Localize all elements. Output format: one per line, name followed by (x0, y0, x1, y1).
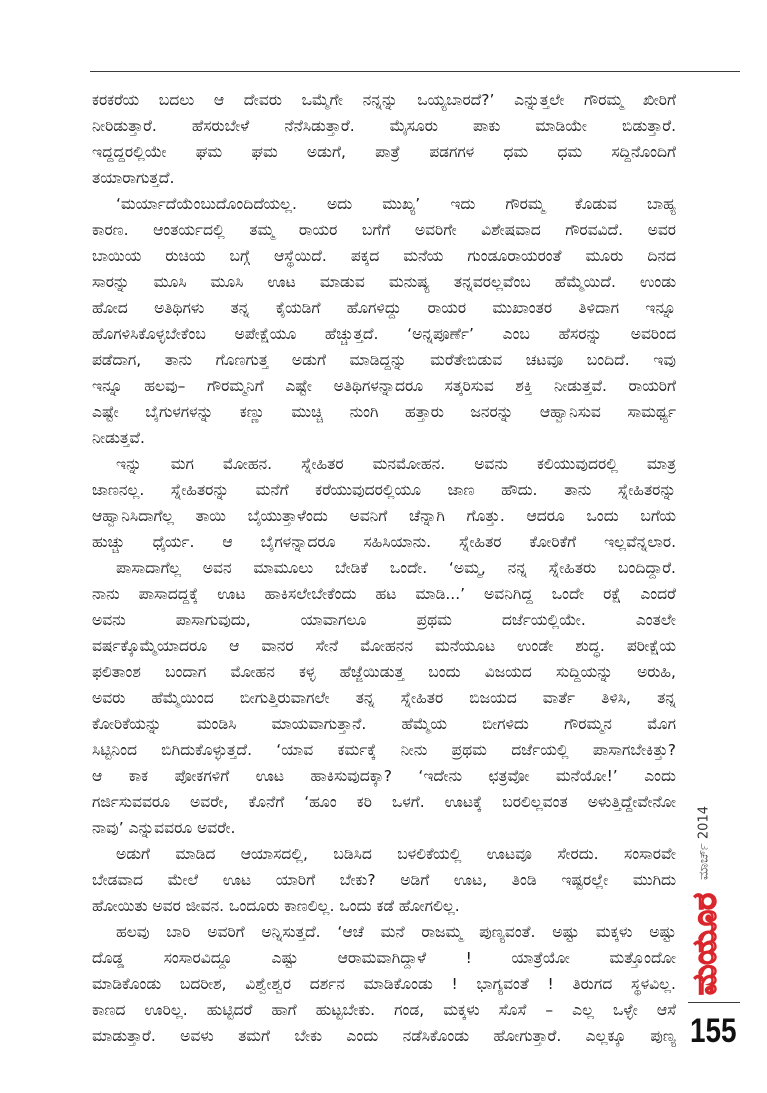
text-line: ಪಾಸಾದಾಗೆಲ್ಲ ಅವನ ಮಾಮೂಲು ಬೇಡಿಕೆ ಒಂದೇ. ‘ಅಮ್ಮ, ನನ್ನ ಸ್ನೇಹಿತರು ಬಂದಿದ್ದಾರೆ. (116, 559, 676, 577)
text-line: ಅವರು ಹೆಮ್ಮೆಯಿಂದ ಬೀಗುತ್ತಿರುವಾಗಲೇ ತನ್ನ ಸ್ನೇಹಿತರ ಬಿಜಯದ ವಾರ್ತೆ ತಿಳಿಸಿ, ತನ್ನ (92, 689, 676, 707)
issue-date: ಮಾರ್ಚ್ 2014 (696, 806, 712, 880)
text-line: ಹಲವು ಬಾರಿ ಅವರಿಗೆ ಅನ್ನಿಸುತ್ತದೆ. ‘ಆಚೆ ಮನೆ ರಾಜಮ್ಮ ಪುಣ್ಯವಂತೆ. ಅಷ್ಟು ಮಕ್ಕಳು ಅಷ್ಟು (116, 923, 676, 941)
text-line: ಗರ್ಜಿಸುವವರೂ ಅವರೇ, ಕೊನೆಗೆ ‘ಹೂಂ ಕರಿ ಒಳಗೆ. ಊಟಕ್ಕೆ ಬರಲಿಲ್ಲವಂತ ಅಳುತ್ತಿದ್ದೇವೇನೋ (92, 793, 676, 811)
text-line: ಹೋಯಿತು ಅವರ ಜೀವನ. ಒಂದೂರು ಕಾಣಲಿಲ್ಲ. ಒಂದು ಕಡೆ ಹೋಗಲಿಲ್ಲ. (92, 897, 460, 915)
text-line: ಜಾಣನಲ್ಲ. ಸ್ನೇಹಿತರನ್ನು ಮನೆಗೆ ಕರೆಯುವುದರಲ್ಲಿಯೂ ಜಾಣ ಹೌದು. ತಾನು ಸ್ನೇಹಿತರನ್ನು (92, 481, 676, 499)
text-line: ವರ್ಷಕ್ಕೊಮ್ಮೆಯಾದರೂ ಆ ವಾನರ ಸೇನೆ ಮೋಹನನ ಮನೆಯೂಟ ಉಂಡೇ ಶುದ್ಧ. ಪರೀಕ್ಷೆಯ (92, 637, 676, 655)
text-line: ನೀಡುತ್ತವೆ. (92, 429, 145, 447)
text-line: ನೀರಿಡುತ್ತಾರೆ. ಹೆಸರುಬೇಳೆ ನೆನೆಸಿಡುತ್ತಾರೆ. ಮೈಸೂರು ಪಾಕು ಮಾಡಿಯೇ ಬಿಡುತ್ತಾರೆ. (92, 117, 676, 135)
text-line: ಹುಚ್ಚು ಧೈರ್ಯ. ಆ ಬೈಗಳನ್ನಾದರೂ ಸಹಿಸಿಯಾನು. ಸ್ನೇಹಿತರ ಕೋರಿಕೆಗೆ ಇಲ್ಲವೆನ್ನಲಾರ. (92, 533, 676, 551)
article-body (92, 87, 676, 1049)
page-number: 155 (690, 1012, 737, 1050)
text-line: ಕರಕರೆಯ ಬದಲು ಆ ದೇವರು ಒಮ್ಮೆಗೇ ನನ್ನನ್ನು ಒಯ್ಯಬಾರದೆ?’ ಎನ್ನುತ್ತಲೇ ಗೌರಮ್ಮ ಖೀರಿಗೆ (92, 91, 676, 109)
text-line: ಸಾರನ್ನು ಮೂಸಿ ಮೂಸಿ ಊಟ ಮಾಡುವ ಮನುಷ್ಯ ತನ್ನವರಲ್ಲವೆಂಬ ಹೆಮ್ಮೆಯಿದೆ. ಉಂಡು (92, 273, 676, 291)
text-line: ಮಾಡಿಕೊಂಡು ಬದರೀಶ, ವಿಶ್ವೇಶ್ವರ ದರ್ಶನ ಮಾಡಿಕೊಂಡು ! ಭಾಗ್ಯವಂತೆ ! ತಿರುಗದ ಸ್ಥಳವಿಲ್ಲ. (92, 975, 676, 993)
text-line: ಕೋರಿಕೆಯನ್ನು ಮಂಡಿಸಿ ಮಾಯವಾಗುತ್ತಾನೆ. ಹೆಮ್ಮೆಯ ಬೀಗಳಿದು ಗೌರಮ್ಮನ ಮೊಗ (92, 715, 676, 733)
text-line: ಸಿಟ್ಟಿನಿಂದ ಬಿಗಿದುಕೊಳ್ಳುತ್ತದೆ. ‘ಯಾವ ಕರ್ಮಕ್ಕೆ ನೀನು ಪ್ರಥಮ ದರ್ಜೆಯಲ್ಲಿ ಪಾಸಾಗಬೇಕಿತ್ತು? (92, 741, 676, 759)
text-line: ಇದ್ದದ್ದರಲ್ಲಿಯೇ ಘಮ ಘಮ ಅಡುಗೆ, ಪಾತ್ರೆ ಪಡಗಗಳ ಧಮ ಧಮ ಸದ್ದಿನೊಂದಿಗೆ (92, 143, 676, 161)
text-line: ಬೇಡವಾದ ಮೇಲೆ ಊಟ ಯಾರಿಗೆ ಬೇಕು? ಅಡಿಗೆ ಊಟ, ತಿಂಡಿ ಇಷ್ಟರಲ್ಲೇ ಮುಗಿದು (92, 871, 676, 889)
text-line: ಫಲಿತಾಂಶ ಬಂದಾಗ ಮೋಹನ ಕಳ್ಳ ಹೆಜ್ಜೆಯಿಡುತ್ತ ಬಂದು ವಿಜಯದ ಸುದ್ದಿಯನ್ನು ಅರುಹಿ, (92, 663, 676, 681)
masthead-title: ಮಯೂರ (685, 892, 724, 996)
text-line: ಅಡುಗೆ ಮಾಡಿದ ಆಯಾಸದಲ್ಲಿ, ಬಡಿಸಿದ ಬಳಲಿಕೆಯಲ್ಲಿ ಊಟವೂ ಸೇರದು. ಸಂಸಾರವೇ (116, 845, 676, 863)
text-line: ದೊಡ್ಡ ಸಂಸಾರವಿದ್ದೂ ಎಷ್ಟು ಆರಾಮವಾಗಿದ್ದಾಳೆ ! ಯಾತ್ರೆಯೋ ಮತ್ತೊಂದೋ (92, 949, 676, 967)
text-line: ತಯಾರಾಗುತ್ತದೆ. (92, 169, 175, 187)
text-line: ಹೊಗಳಿಸಿಕೊಳ್ಳಬೇಕೆಂಬ ಅಪೇಕ್ಷೆಯೂ ಹೆಚ್ಚುತ್ತದೆ. ‘ಅನ್ನಪೂರ್ಣೆ’ ಎಂಬ ಹೆಸರನ್ನು ಅವರಿಂದ (92, 325, 676, 343)
text-line: ಆಹ್ವಾನಿಸಿದಾಗೆಲ್ಲ ತಾಯಿ ಬೈಯುತ್ತಾಳೆಂದು ಅವನಿಗೆ ಚೆನ್ನಾಗಿ ಗೊತ್ತು. ಆದರೂ ಒಂದು ಬಗೆಯ (92, 507, 676, 525)
masthead-divider (688, 1002, 740, 1003)
text-line: ಅವನು ಪಾಸಾಗುವುದು, ಯಾವಾಗಲೂ ಪ್ರಥಮ ದರ್ಜೆಯಲ್ಲಿಯೇ. ಎಂತಲೇ (92, 611, 676, 629)
text-line: ಪಡೆದಾಗ, ತಾನು ಗೊಣಗುತ್ತ ಅಡುಗೆ ಮಾಡಿದ್ದನ್ನು ಮರೆತೇಬಿಡುವ ಚಟವೂ ಬಂದಿದೆ. ಇವು (92, 351, 676, 369)
text-line: ಹೋದ ಅತಿಥಿಗಳು ತನ್ನ ಕೈಯಡಿಗೆ ಹೊಗಳಿದ್ದು ರಾಯರ ಮುಖಾಂತರ ತಿಳಿದಾಗ ಇನ್ನೂ (92, 299, 676, 317)
text-line: ಮಾಡುತ್ತಾರೆ. ಅವಳು ತಮಗೆ ಬೇಕು ಎಂದು ನಡೆಸಿಕೊಂಡು ಹೋಗುತ್ತಾರೆ. ಎಲ್ಲಕ್ಕೂ ಪುಣ್ಯ (92, 1027, 676, 1045)
top-divider (90, 71, 740, 72)
text-line: ನಾವು’ ಎನ್ನುವವರೂ ಅವರೇ. (92, 819, 236, 837)
text-line: ಬಾಯಿಯ ರುಚಿಯ ಬಗ್ಗೆ ಆಸ್ಥೆಯಿದೆ. ಪಕ್ಕದ ಮನೆಯ ಗುಂಡೂರಾಯರಂತೆ ಮೂರು ದಿನದ (92, 247, 676, 265)
text-line: ಆ ಕಾಕ ಪೋಕಗಳಿಗೆ ಊಟ ಹಾಕಿಸುವುದಕ್ಕಾ? ‘ಇದೇನು ಛತ್ರವೋ ಮನೆಯೋ!’ ಎಂದು (92, 767, 676, 785)
text-line: ಇನ್ನೂ ಹಲವು– ಗೌರಮ್ಮನಿಗೆ ಎಷ್ಟೇ ಅತಿಥಿಗಳನ್ನಾದರೂ ಸತ್ಕರಿಸುವ ಶಕ್ತಿ ನೀಡುತ್ತವೆ. ರಾಯರಿಗೆ (92, 377, 676, 395)
text-line: ಎಷ್ಟೇ ಬೈಗುಳಗಳನ್ನು ಕಣ್ಣು ಮುಚ್ಚಿ ನುಂಗಿ ಹತ್ತಾರು ಜನರನ್ನು ಆಹ್ವಾನಿಸುವ ಸಾಮರ್ಥ್ಯ (92, 403, 676, 421)
text-line: ಕಾಣದ ಊರಿಲ್ಲ. ಹುಟ್ಟಿದರೆ ಹಾಗೆ ಹುಟ್ಟಬೇಕು. ಗಂಡ, ಮಕ್ಕಳು ಸೊಸೆ – ಎಲ್ಲ ಒಳ್ಳೇ ಆಸೆ (92, 1001, 676, 1019)
text-line: ಇನ್ನು ಮಗ ಮೋಹನ. ಸ್ನೇಹಿತರ ಮನಮೋಹನ. ಅವನು ಕಲಿಯುವುದರಲ್ಲಿ ಮಾತ್ರ (116, 455, 676, 473)
text-line: ನಾನು ಪಾಸಾದದ್ದಕ್ಕೆ ಊಟ ಹಾಕಿಸಲೇಬೇಕೆಂದು ಹಟ ಮಾಡಿ...’ ಅವನಿಗಿದ್ದ ಒಂದೇ ರಕ್ಷೆ ಎಂದರೆ (92, 585, 676, 603)
text-line: ಕಾರಣ. ಆಂತರ್ಯದಲ್ಲಿ ತಮ್ಮ ರಾಯರ ಬಗೆಗೆ ಅವರಿಗೇ ವಿಶೇಷವಾದ ಗೌರವವಿದೆ. ಅವರ (92, 221, 676, 239)
text-line: ‘ಮರ್ಯಾದೆಯೆಂಬುದೊಂದಿದೆಯಲ್ಲ. ಅದು ಮುಖ್ಯ’ ಇದು ಗೌರಮ್ಮ ಕೊಡುವ ಬಾಹ್ಯ (116, 195, 676, 213)
